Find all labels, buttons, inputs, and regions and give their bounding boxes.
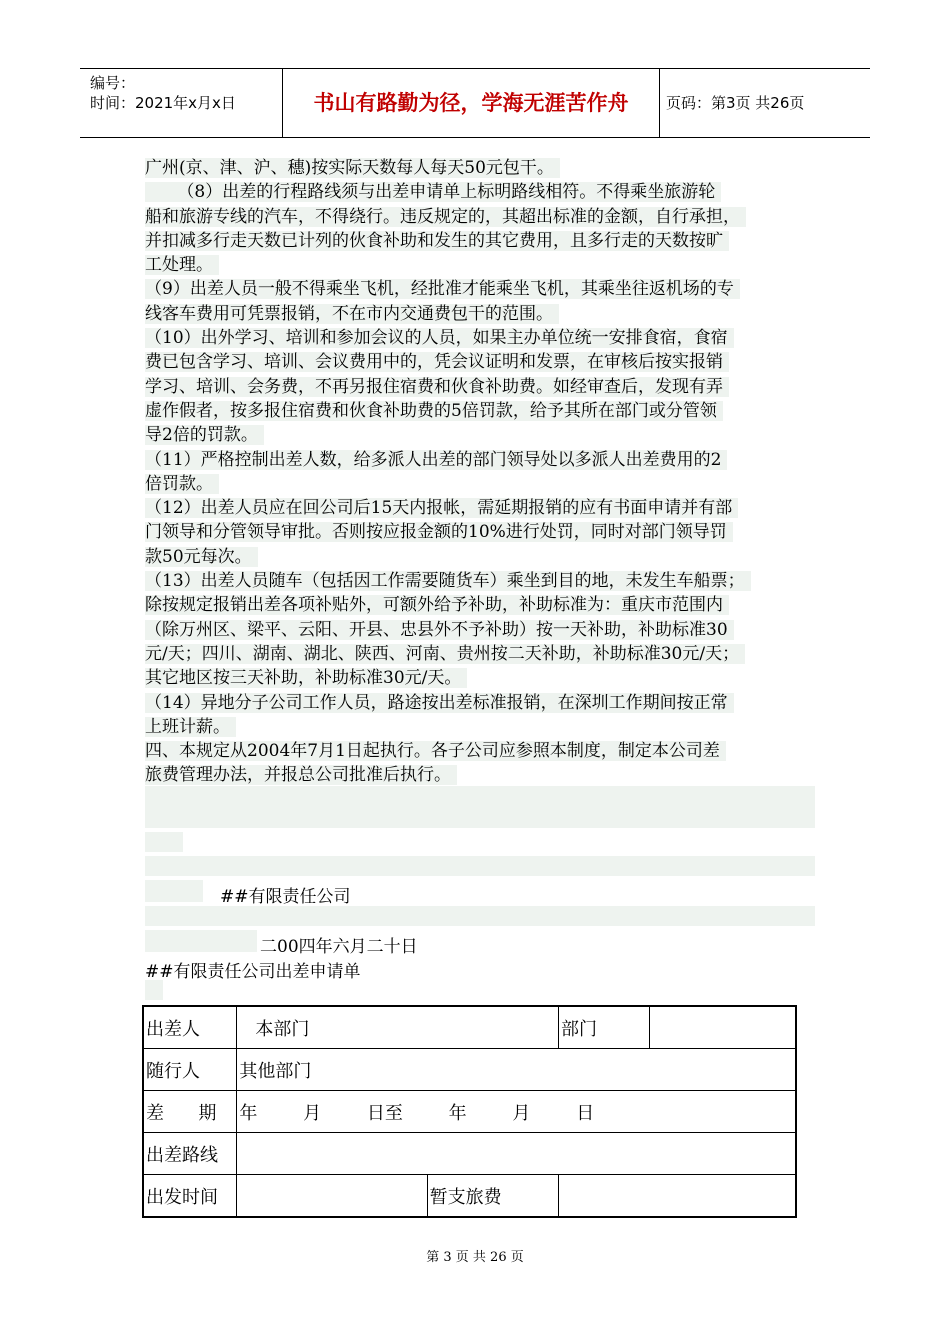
advance-label: 暂支旅费 [427, 1175, 558, 1218]
depart-time-value[interactable] [237, 1175, 427, 1218]
document-body [145, 156, 817, 788]
text-line: 倍罚款。 [145, 472, 817, 496]
text-line: 上班计薪。 [145, 715, 817, 739]
text-line: （10）出外学习、培训和参加会议的人员，如果主办单位统一安排食宿，食宿 [145, 326, 817, 350]
date-label: 时间：2021年x月x日 [90, 94, 236, 112]
highlight-band [145, 880, 203, 902]
highlight-band [145, 906, 815, 926]
text-line: 工处理。 [145, 253, 817, 277]
text-line: 旅费管理办法，并报总公司批准后执行。 [145, 763, 817, 787]
text-line: 虚作假者，按多报住宿费和伙食补助费的5倍罚款，给予其所在部门或分管领 [145, 399, 817, 423]
signature-date: 二00四年六月二十日 [260, 937, 418, 957]
table-row [143, 1049, 796, 1091]
text-line: 其它地区按三天补助，补助标准30元/天。 [145, 666, 817, 690]
header-meta [80, 69, 282, 137]
text-line: （除万州区、梁平、云阳、开县、忠县外不予补助）按一天补助，补助标准30 [145, 618, 817, 642]
route-label: 出差路线 [143, 1133, 237, 1175]
text-line: 四、本规定从2004年7月1日起执行。各子公司应参照本制度，制定本公司差 [145, 739, 817, 763]
highlight-band [145, 786, 815, 808]
text-line: 款50元每次。 [145, 545, 817, 569]
highlight-band [145, 930, 257, 952]
travel-request-form [142, 1005, 797, 1218]
motto: 书山有路勤为径，学海无涯苦作舟 [282, 69, 660, 137]
text-line: 并扣减多行走天数已计列的伙食补助和发生的其它费用，且多行走的天数按旷 [145, 229, 817, 253]
dept-label: 部门 [559, 1006, 650, 1049]
route-value[interactable] [237, 1133, 796, 1175]
highlight-band [145, 808, 815, 828]
text-line: 线客车费用可凭票报销，不在市内交通费包干的范围。 [145, 302, 817, 326]
highlight-band [145, 856, 815, 876]
page-label: 页码：第3页 共26页 [666, 94, 805, 112]
other-dept-label: 其他部门 [237, 1049, 796, 1091]
highlight-band [145, 832, 183, 852]
dept-value[interactable] [649, 1006, 796, 1049]
text-line: 船和旅游专线的汽车，不得绕行。违反规定的，其超出标准的金额，自行承担， [145, 205, 817, 229]
text-line: （11）严格控制出差人数，给多派人出差的部门领导处以多派人出差费用的2 [145, 448, 817, 472]
period-value: 年 月 日至 年 月 日 [237, 1091, 796, 1133]
advance-value[interactable] [559, 1175, 797, 1218]
text-line: （9）出差人员一般不得乘坐飞机，经批准才能乘坐飞机，其乘坐往返机场的专 [145, 277, 817, 301]
text-line: 除按规定报销出差各项补贴外，可额外给予补助，补助标准为：重庆市范围内 [145, 593, 817, 617]
period-label: 差 期 [143, 1091, 237, 1133]
table-row [143, 1091, 796, 1133]
this-dept-label: 本部门 [237, 1006, 559, 1049]
text-line: 广州(京、津、沪、穗)按实际天数每人每天50元包干。 [145, 156, 817, 180]
text-line: （13）出差人员随车（包括因工作需要随货车）乘坐到目的地，未发生车船票； [145, 569, 817, 593]
company-signature: ##有限责任公司 [220, 887, 351, 907]
page-footer: 第 3 页 共 26 页 [426, 1250, 524, 1265]
form-title: ##有限责任公司出差申请单 [145, 962, 361, 982]
text-line: 门领导和分管领导审批。否则按应报金额的10%进行处罚，同时对部门领导罚 [145, 520, 817, 544]
companion-label: 随行人 [143, 1049, 237, 1091]
text-line: （8）出差的行程路线须与出差申请单上标明路线相符。不得乘坐旅游轮 [145, 180, 817, 204]
text-line: （12）出差人员应在回公司后15天内报帐，需延期报销的应有书面申请并有部 [145, 496, 817, 520]
text-line: （14）异地分子公司工作人员，路途按出差标准报销，在深圳工作期间按正常 [145, 691, 817, 715]
number-label: 编号： [90, 74, 136, 92]
table-row [143, 1133, 796, 1175]
traveler-label: 出差人 [143, 1006, 237, 1049]
table-row [143, 1175, 796, 1218]
text-line: 导2倍的罚款。 [145, 423, 817, 447]
text-line: 费已包含学习、培训、会议费用中的，凭会议证明和发票，在审核后按实报销 [145, 350, 817, 374]
text-line: 学习、培训、会务费，不再另报住宿费和伙食补助费。如经审查后，发现有弄 [145, 375, 817, 399]
text-line: 元/天；四川、湖南、湖北、陕西、河南、贵州按二天补助，补助标准30元/天； [145, 642, 817, 666]
highlight-band [145, 980, 163, 1000]
table-row [143, 1006, 796, 1049]
page-header [80, 68, 870, 138]
depart-time-label: 出发时间 [143, 1175, 237, 1218]
